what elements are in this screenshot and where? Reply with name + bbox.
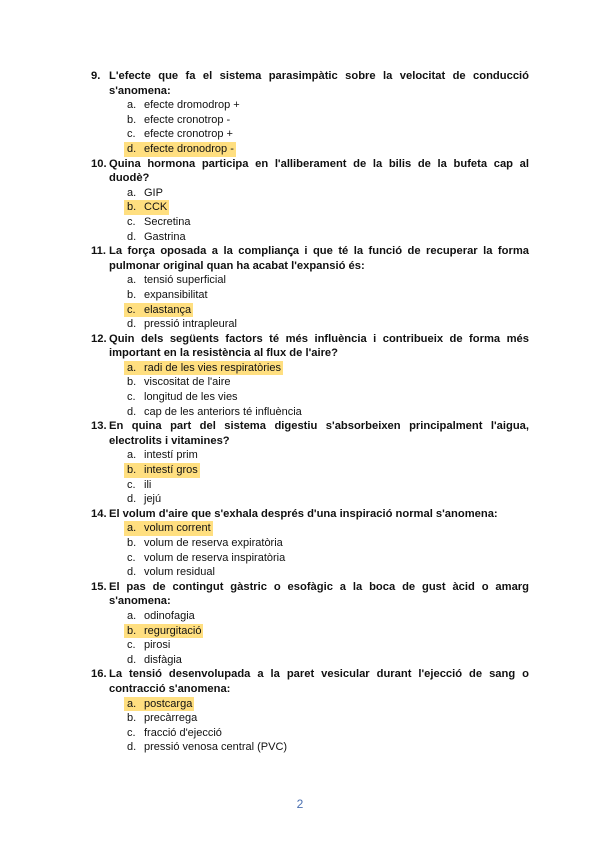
- question-header: [91, 69, 529, 98]
- option-text: tensió superficial: [144, 274, 226, 287]
- question-text: La tensió desenvolupada a la paret vesicular durant l'ejecció de sang o contracció s'anomena:: [109, 668, 529, 695]
- answer-options: [91, 609, 529, 667]
- option-text: efecte dromodrop +: [144, 99, 240, 112]
- question-text: L'efecte que fa el sistema parasimpàtic sobre la velocitat de conducció s'anomena:: [109, 70, 529, 97]
- answer-option: [91, 273, 529, 288]
- option-letter: c.: [127, 639, 136, 652]
- option-letter: b.: [127, 464, 137, 477]
- option-letter: d.: [127, 318, 137, 331]
- option-letter: d.: [127, 566, 137, 579]
- option-letter: d.: [127, 142, 137, 155]
- option-letter: c.: [127, 551, 136, 564]
- option-text: volum de reserva expiratòria: [144, 537, 283, 549]
- option-text: viscositat de l'aire: [144, 376, 231, 389]
- question-header: [91, 580, 529, 609]
- option-letter: c.: [127, 215, 136, 228]
- option-text: regurgitació: [144, 624, 202, 637]
- page-number: 2: [296, 797, 304, 811]
- option-letter: a.: [127, 449, 137, 462]
- answer-option: [91, 711, 529, 726]
- option-letter: b.: [127, 537, 137, 549]
- question: [91, 507, 529, 580]
- answer-option: [91, 405, 529, 420]
- answer-option-highlighted: [91, 521, 529, 536]
- answer-option: [91, 230, 529, 245]
- question-text: El pas de contingut gàstric o esofàgic a la boca de gust àcid o amarg s'anomena:: [109, 580, 529, 608]
- option-letter: c.: [127, 726, 136, 739]
- option-letter: b.: [127, 113, 137, 126]
- question: [91, 667, 529, 755]
- answer-option-highlighted: [91, 624, 529, 639]
- answer-option: [91, 653, 529, 668]
- answer-option: [91, 186, 529, 201]
- answer-option: [91, 536, 529, 551]
- question-text: En quina part del sistema digestiu s'absorbeixen principalment l'aigua, electrolits i vitamines?: [109, 420, 529, 447]
- option-text: intestí prim: [144, 449, 198, 462]
- option-letter: c.: [127, 478, 136, 491]
- question-header: [91, 244, 529, 273]
- option-text: expansibilitat: [144, 288, 208, 301]
- answer-options: [91, 361, 529, 419]
- question-header: [91, 332, 529, 361]
- option-text: precàrrega: [144, 712, 198, 725]
- answer-option: [91, 740, 529, 755]
- option-text: longitud de les vies: [144, 391, 238, 404]
- option-text: Gastrina: [144, 230, 186, 243]
- option-letter: c.: [127, 391, 136, 404]
- answer-options: [91, 448, 529, 506]
- question: [91, 157, 529, 245]
- option-letter: a.: [127, 99, 137, 112]
- option-letter: b.: [127, 624, 137, 637]
- option-letter: d.: [127, 741, 137, 754]
- answer-option: [91, 565, 529, 580]
- answer-option-highlighted: [91, 142, 529, 157]
- question-number: 15.: [91, 580, 107, 593]
- option-text: pressió intrapleural: [144, 318, 237, 331]
- option-text: jejú: [144, 493, 162, 506]
- answer-option: [91, 98, 529, 113]
- option-text: volum corrent: [144, 522, 211, 535]
- answer-option: [91, 317, 529, 332]
- answer-option: [91, 448, 529, 463]
- option-text: intestí gros: [144, 464, 198, 477]
- option-text: radi de les vies respiratòries: [144, 361, 281, 374]
- option-text: disfàgia: [144, 653, 182, 666]
- answer-option: [91, 726, 529, 741]
- option-letter: b.: [127, 201, 137, 214]
- question-number: 10.: [91, 157, 107, 170]
- option-text: pressió venosa central (PVC): [144, 741, 288, 754]
- option-text: Secretina: [144, 215, 191, 228]
- question: [91, 419, 529, 507]
- question: [91, 580, 529, 668]
- question-number: 14.: [91, 507, 107, 520]
- question-number: 13.: [91, 420, 107, 433]
- option-letter: a.: [127, 274, 137, 287]
- option-text: volum residual: [144, 566, 215, 579]
- question-text: La força oposada a la complianꞔa i que té la funció de recuperar la forma pulmonar original quan ha acabat l'expansió és:: [109, 245, 529, 272]
- option-letter: c.: [127, 303, 136, 316]
- question: [91, 244, 529, 332]
- option-text: efecte cronotrop +: [144, 128, 233, 141]
- option-letter: a.: [127, 522, 137, 535]
- question-header: [91, 157, 529, 186]
- option-letter: a.: [127, 609, 137, 622]
- option-letter: a.: [127, 186, 137, 199]
- option-text: postcarga: [144, 697, 193, 710]
- question: [91, 332, 529, 420]
- option-letter: a.: [127, 361, 137, 374]
- answer-options: [91, 98, 529, 156]
- question-header: [91, 507, 529, 522]
- answer-option: [91, 551, 529, 566]
- answer-option: [91, 609, 529, 624]
- question-header: [91, 419, 529, 448]
- answer-option-highlighted: [91, 361, 529, 376]
- option-letter: d.: [127, 405, 137, 418]
- answer-options: [91, 521, 529, 579]
- option-letter: a.: [127, 697, 137, 710]
- answer-option: [91, 288, 529, 303]
- answer-option: [91, 492, 529, 507]
- question-text: Quina hormona participa en l'alliberament de la bilis de la bufeta cap al duodè?: [109, 157, 529, 185]
- option-letter: d.: [127, 230, 137, 243]
- option-letter: b.: [127, 376, 137, 389]
- answer-option-highlighted: [91, 697, 529, 712]
- question-number: 11.: [91, 245, 106, 258]
- option-text: cap de les anteriors té influència: [144, 405, 302, 418]
- answer-options: [91, 273, 529, 331]
- question-number: 9.: [91, 70, 101, 82]
- question-text: El volum d'aire que s'exhala després d'una inspiració normal s'anomena:: [109, 507, 498, 520]
- question-number: 12.: [91, 332, 107, 345]
- answer-option-highlighted: [91, 200, 529, 215]
- answer-option: [91, 127, 529, 142]
- option-text: CCK: [144, 201, 168, 214]
- question-header: [91, 667, 529, 696]
- option-text: pirosi: [144, 639, 171, 652]
- answer-option: [91, 390, 529, 405]
- answer-option: [91, 375, 529, 390]
- answer-option-highlighted: [91, 303, 529, 318]
- option-letter: b.: [127, 288, 137, 301]
- question-list: [91, 69, 529, 755]
- answer-option: [91, 638, 529, 653]
- answer-option-highlighted: [91, 463, 529, 478]
- option-letter: d.: [127, 653, 137, 666]
- option-letter: b.: [127, 712, 137, 725]
- option-text: ili: [144, 478, 152, 491]
- option-text: efecte dronodrop -: [144, 142, 234, 155]
- option-letter: d.: [127, 493, 137, 506]
- question-text: Quin dels següents factors té més influència i contribueix de forma més important en la resistència al flux de l'aire?: [109, 332, 529, 360]
- answer-option: [91, 478, 529, 493]
- answer-option: [91, 113, 529, 128]
- answer-option: [91, 215, 529, 230]
- option-text: elastança: [144, 303, 192, 316]
- answer-options: [91, 697, 529, 755]
- question: [91, 69, 529, 157]
- answer-options: [91, 186, 529, 244]
- option-text: odinofagia: [144, 609, 195, 622]
- option-text: volum de reserva inspiratòria: [144, 551, 286, 564]
- question-number: 16.: [91, 668, 107, 681]
- option-text: GIP: [144, 186, 163, 199]
- option-text: efecte cronotrop -: [144, 113, 231, 126]
- option-text: fracció d'ejecció: [144, 726, 222, 739]
- option-letter: c.: [127, 128, 136, 141]
